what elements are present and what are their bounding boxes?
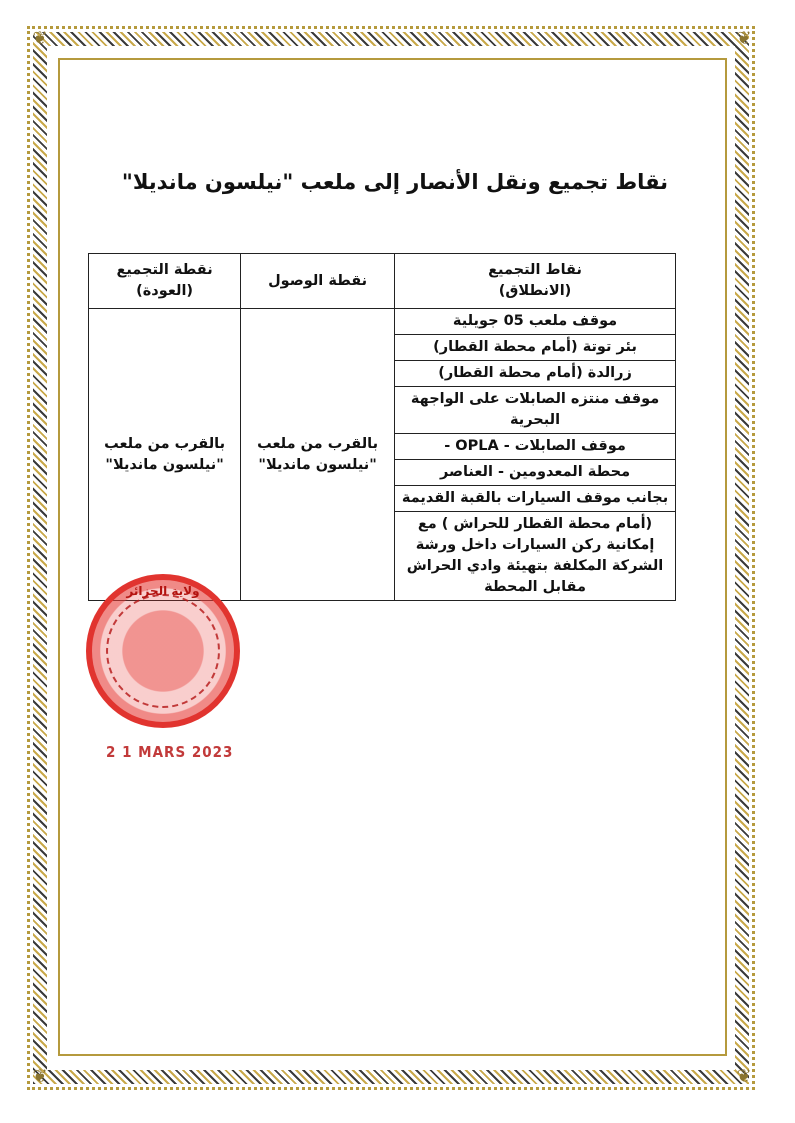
gather-point-cell: موقف ملعب 05 جويلية bbox=[395, 309, 676, 335]
gather-point-cell: موقف الصابلات - OPLA - bbox=[395, 434, 676, 460]
table-row bbox=[89, 309, 676, 335]
corner-ornament-icon: ❦ bbox=[32, 28, 48, 49]
corner-ornament-icon: ❦ bbox=[736, 28, 752, 49]
corner-ornament-icon: ❦ bbox=[736, 1066, 752, 1087]
stamp-text: ولاية الجزائر bbox=[126, 584, 200, 598]
corner-ornament-icon: ❦ bbox=[32, 1066, 48, 1087]
gather-point-cell: بجانب موقف السيارات بالقبة القديمة bbox=[395, 486, 676, 512]
header-gather-sub: (الانطلاق) bbox=[498, 283, 572, 299]
stamp-ring bbox=[106, 594, 220, 708]
table-header-row bbox=[89, 254, 676, 309]
gathering-points-table bbox=[88, 253, 676, 601]
return-point-cell: بالقرب من ملعب "نيلسون مانديلا" bbox=[89, 309, 241, 601]
official-stamp bbox=[86, 574, 240, 728]
header-gather-label: نقاط التجميع bbox=[488, 262, 582, 278]
document-title: نقاط تجميع ونقل الأنصار إلى ملعب "نيلسون مانديلا" bbox=[121, 170, 669, 194]
header-return-sub: (العودة) bbox=[136, 283, 194, 299]
arrival-point-cell: بالقرب من ملعب "نيلسون مانديلا" bbox=[241, 309, 395, 601]
gather-point-cell: محطة المعدومين - العناصر bbox=[395, 460, 676, 486]
header-arrival-point: نقطة الوصول bbox=[241, 254, 395, 309]
header-gather-points bbox=[395, 254, 676, 309]
header-return-label: نقطة التجميع bbox=[116, 262, 213, 278]
gather-point-cell: موقف منتزه الصابلات على الواجهة البحرية bbox=[395, 387, 676, 434]
header-return-point bbox=[89, 254, 241, 309]
gather-point-cell: زرالدة (أمام محطة القطار) bbox=[395, 361, 676, 387]
stamp-date: 2 1 MARS 2023 bbox=[106, 743, 234, 761]
gather-point-cell: بئر توتة (أمام محطة القطار) bbox=[395, 335, 676, 361]
gather-point-cell: (أمام محطة القطار للحراش ) مع إمكانية ركن السيارات داخل ورشة الشركة المكلفة بتهيئة وادي الحراش مقابل المحطة bbox=[395, 512, 676, 601]
